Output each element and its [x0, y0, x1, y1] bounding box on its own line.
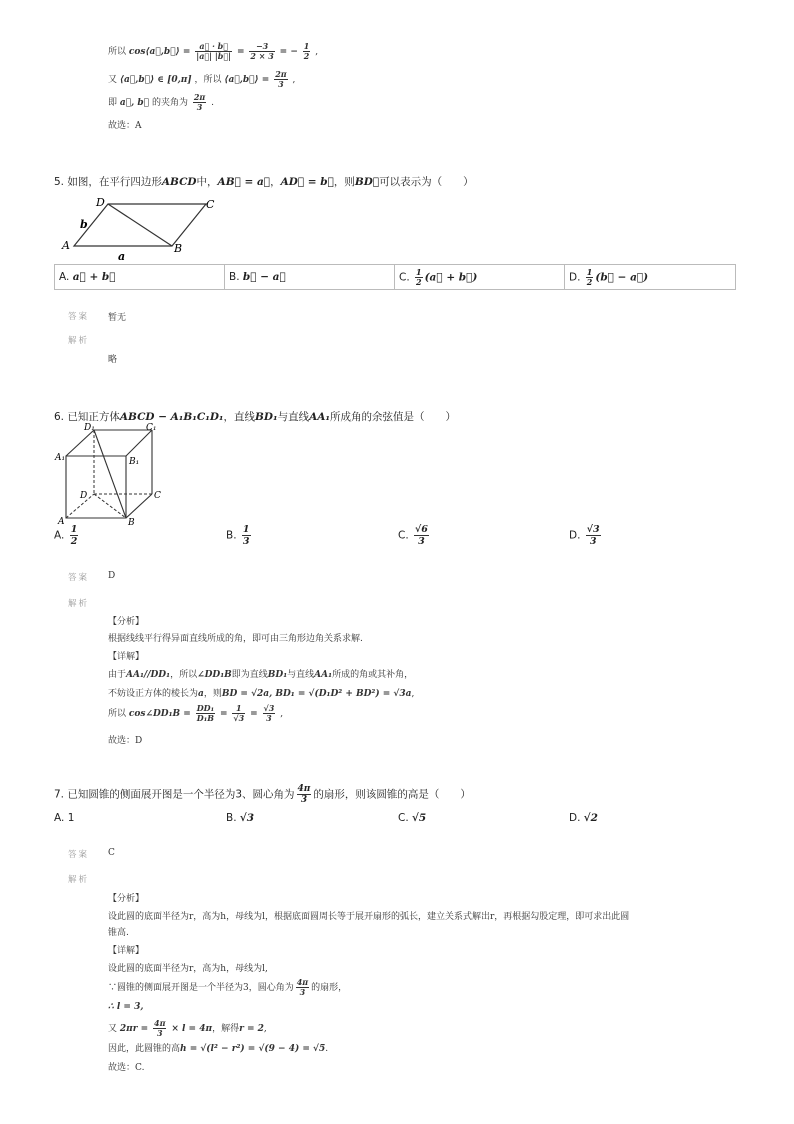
text: ，则: [203, 689, 222, 699]
math: a: [198, 689, 204, 699]
option-letter: B.: [229, 271, 240, 283]
q6-detail-line-3: [108, 704, 283, 723]
label-d1: D₁: [84, 423, 95, 433]
q7-option-d[interactable]: [569, 812, 598, 824]
math: AA₁: [309, 411, 331, 423]
option-letter: B.: [226, 529, 237, 542]
math: AD⃗ = b⃗: [280, 176, 334, 188]
diagonal-bd: [108, 204, 172, 246]
frac-den: 3: [242, 536, 250, 547]
text: 又: [108, 75, 118, 85]
math: ⟨a⃗,b⃗⟩ ∈ [0,π]: [119, 75, 192, 85]
option-value: 1: [67, 812, 75, 824]
fraction: [242, 524, 251, 547]
text: ，则: [333, 176, 355, 188]
label-c: C: [154, 491, 161, 501]
q5-option-d[interactable]: [565, 265, 736, 290]
math: BD₁: [255, 411, 278, 423]
option-letter: D.: [569, 271, 581, 283]
q7-answer-label: 答案: [68, 850, 90, 860]
text: 可以表示为（ ）: [379, 176, 474, 188]
fraction: [232, 704, 245, 723]
q5-answer-label: 答案: [68, 312, 90, 322]
fraction: [70, 524, 79, 547]
frac-num: a⃗ · b⃗: [195, 42, 232, 52]
math: BD₁: [267, 670, 288, 680]
q6-cube-figure: [54, 422, 166, 526]
q6-analysis-label: 解析: [68, 599, 90, 609]
text: ∵圆锥的侧面展开图是一个半径为3，圆心角为: [108, 983, 294, 993]
option-letter: A.: [54, 529, 65, 542]
frac-den: 3: [299, 987, 306, 997]
text: 5. 如图，在平行四边形: [54, 176, 162, 188]
text: ，: [270, 176, 281, 188]
edge: [126, 430, 152, 456]
text: ,: [315, 47, 319, 57]
math: BD⃗: [354, 176, 380, 188]
fraction: [586, 524, 601, 547]
q7-fenxi-line-1: 设此圆的底面半径为r，高为h，母线为l，根据底面圆周长等于展开扇形的弧长，建立关系式解出r，再根据勾股定理，即可求出此圆: [108, 912, 630, 922]
frac-num: √6: [415, 524, 428, 535]
math: h = √(l² − r²) = √(9 − 4) = √5: [180, 1044, 326, 1054]
frac-den: 2: [303, 51, 310, 61]
frac-den: 2: [416, 276, 422, 287]
frac-den: 3: [589, 536, 597, 547]
math: cos∠DD₁B =: [128, 709, 191, 719]
text: 所以: [108, 709, 127, 719]
frac-num: 2π: [275, 69, 287, 79]
option-math: b⃗ − a⃗: [242, 271, 286, 283]
text: .: [325, 1044, 329, 1054]
text: ，直线: [223, 411, 256, 423]
math: ∠DD₁B: [197, 670, 232, 680]
fraction: [196, 704, 215, 723]
frac-den: √3: [233, 713, 245, 723]
q6-detail-line-2: [108, 686, 414, 699]
frac-den: 3: [266, 713, 272, 723]
text: 中，: [196, 176, 218, 188]
frac-num: 1: [70, 524, 78, 535]
q7-conclusion: 故选：C.: [108, 1063, 145, 1073]
math: =: [236, 47, 245, 57]
fraction: [195, 42, 232, 61]
label-c-vertex: C: [206, 198, 215, 211]
text: 所以: [108, 47, 127, 57]
q7-analysis-label: 解析: [68, 875, 90, 885]
q5-analysis: 略: [108, 355, 118, 365]
prev-solution-line-1: [108, 42, 318, 61]
frac-den: 2: [586, 276, 593, 287]
frac-den: D₁B: [196, 713, 214, 723]
label-c1: C₁: [146, 423, 157, 433]
q5-option-b[interactable]: [225, 265, 395, 290]
label-a: A: [58, 517, 65, 526]
frac-num: √3: [263, 703, 275, 713]
math: ABCD: [161, 176, 197, 188]
q7-option-a[interactable]: [54, 812, 74, 824]
q7-detail-line-4: [108, 1019, 267, 1038]
q7-detail-line-1: 设此圆的底面半径为r，高为h，母线为l,: [108, 964, 268, 974]
prev-solution-line-3: [108, 93, 214, 112]
q7-detail-line-3: [108, 1002, 143, 1012]
q6-fenxi-text: 根据线线平行得异面直线所成的角，即可由三角形边角关系求解.: [108, 634, 363, 644]
option-letter: C.: [399, 271, 410, 283]
frac-den: 3: [278, 79, 284, 89]
option-letter: C.: [398, 529, 409, 542]
q6-conclusion: 故选：D: [108, 736, 143, 746]
text: 与直线: [277, 411, 310, 423]
text: ,: [280, 709, 284, 719]
q6-option-b[interactable]: [226, 524, 253, 547]
frac-den: 2: [70, 536, 78, 547]
fraction: [414, 524, 429, 547]
frac-num: 4π: [297, 784, 311, 794]
frac-num: 1: [586, 266, 593, 277]
q7-fenxi-heading: 【分析】: [108, 894, 145, 904]
text: .: [211, 98, 215, 108]
label-d-vertex: D: [96, 196, 105, 209]
text: 7. 已知圆锥的侧面展开图是一个半径为3、圆心角为: [54, 788, 295, 801]
frac-den: 3: [156, 1028, 163, 1038]
math: cos⟨a⃗,b⃗⟩ =: [128, 47, 191, 57]
text: ，解得: [212, 1024, 240, 1034]
math: =: [250, 709, 258, 719]
math: BD = √2a, BD₁ = √(D₁D² + BD²) = √3a: [221, 689, 412, 699]
q6-option-c[interactable]: [398, 524, 431, 547]
label-b: B: [128, 518, 135, 526]
frac-den: 3: [418, 536, 425, 547]
math: ∴ l = 3,: [108, 1002, 144, 1012]
fraction: [297, 784, 312, 805]
q6-xiangjie-heading: 【详解】: [108, 652, 145, 662]
option-math: (a⃗ + b⃗): [424, 271, 478, 283]
label-a-vector: a: [118, 250, 126, 262]
frac-den: 2 × 3: [250, 51, 274, 61]
label-b-vertex: B: [174, 242, 183, 255]
math: = −: [279, 47, 298, 57]
prev-solution-answer: 故选：A: [108, 121, 142, 131]
option-letter: B.: [226, 812, 237, 824]
text: ,: [263, 1024, 267, 1034]
option-letter: C.: [398, 812, 409, 824]
text: 与直线: [287, 670, 315, 680]
text: 所成的角或其补角，: [332, 670, 414, 680]
math: 2πr =: [119, 1024, 149, 1034]
math: a⃗, b⃗: [119, 98, 150, 108]
q6-option-a[interactable]: [54, 524, 80, 547]
option-value: √2: [583, 812, 598, 824]
text: 6. 已知正方体: [54, 411, 120, 423]
fraction: [274, 70, 287, 89]
frac-den: 3: [196, 102, 203, 112]
text: ，所以: [170, 670, 198, 680]
fraction: [415, 268, 423, 287]
q6-answer-label: 答案: [68, 573, 90, 583]
frac-num: 1: [303, 41, 310, 51]
option-value: √5: [412, 812, 427, 824]
q5-stem: [54, 174, 474, 189]
option-letter: A.: [54, 812, 65, 824]
label-a-vertex: A: [62, 239, 70, 252]
q7-fenxi-line-2: 锥高.: [108, 928, 129, 938]
q5-options-table: [54, 264, 736, 290]
edge: [126, 494, 152, 518]
frac-num: 1: [416, 266, 422, 277]
text: 又: [108, 1024, 118, 1034]
math: AA₁//DD₁: [126, 670, 171, 680]
frac-num: 4π: [154, 1018, 166, 1028]
diagonal-bd1: [94, 430, 126, 518]
text: 不妨设正方体的棱长为: [108, 689, 199, 699]
option-letter: D.: [569, 812, 581, 824]
math: =: [219, 709, 228, 719]
math: AB⃗ = a⃗: [217, 176, 271, 188]
text: ,: [411, 689, 415, 699]
q7-option-c[interactable]: [398, 812, 426, 824]
q5-option-c[interactable]: [395, 265, 565, 290]
frac-num: DD₁: [196, 703, 215, 713]
q7-xiangjie-heading: 【详解】: [108, 946, 145, 956]
q7-option-b[interactable]: [226, 812, 254, 824]
text: 所成角的余弦值是（ ）: [330, 411, 457, 423]
q7-answer: C: [108, 848, 115, 858]
frac-den: 3: [300, 795, 308, 805]
math: ⟨a⃗,b⃗⟩ =: [224, 75, 270, 85]
q7-detail-line-5: [108, 1041, 328, 1054]
q6-fenxi-heading: 【分析】: [108, 617, 145, 627]
text: 因此，此圆锥的高: [108, 1044, 181, 1054]
text: 即: [108, 98, 118, 108]
option-math: a⃗ + b⃗: [72, 271, 116, 283]
label-a1: A₁: [55, 453, 66, 463]
text: ，所以: [194, 75, 222, 85]
option-letter: D.: [569, 529, 581, 542]
frac-num: 4π: [296, 977, 309, 987]
q6-answer: D: [108, 571, 116, 581]
frac-num: √3: [586, 524, 600, 535]
label-b-vector: b: [80, 218, 88, 231]
fraction: [296, 978, 309, 997]
fraction: [153, 1019, 166, 1038]
prev-solution-line-2: [108, 70, 295, 89]
q5-parallelogram-figure: [56, 194, 226, 262]
math: ABCD − A₁B₁C₁D₁: [119, 411, 224, 423]
q7-stem: [54, 784, 471, 805]
text: ,: [292, 75, 296, 85]
fraction: [586, 268, 594, 287]
frac-num: 1: [232, 704, 245, 714]
fraction: [249, 42, 274, 61]
text: 即为直线: [231, 670, 268, 680]
frac-num: 2π: [193, 92, 206, 102]
q7-detail-line-2: [108, 978, 347, 997]
q5-analysis-label: 解析: [68, 336, 90, 346]
q5-answer: 暂无: [108, 313, 127, 323]
option-math: (b⃗ − a⃗): [595, 271, 649, 283]
frac-num: −3: [249, 42, 274, 52]
math: × l = 4π: [171, 1024, 213, 1034]
fraction: [263, 704, 276, 723]
option-value: √3: [239, 812, 255, 824]
text: 的扇形，: [311, 983, 348, 993]
q6-option-d[interactable]: [569, 524, 603, 547]
fraction: [303, 42, 311, 61]
q5-option-a[interactable]: [55, 265, 225, 290]
q6-detail-line-1: [108, 667, 413, 680]
label-b1: B₁: [129, 457, 140, 467]
math: r = 2: [239, 1024, 264, 1034]
front-face: [66, 456, 126, 518]
fraction: [193, 93, 206, 112]
label-d: D: [80, 491, 88, 501]
text: 的夹角为: [151, 98, 188, 108]
option-letter: A.: [59, 271, 70, 283]
frac-num: 1: [242, 524, 250, 535]
text: 由于: [108, 670, 127, 680]
frac-den: |a⃗| |b⃗|: [196, 51, 232, 61]
math: AA₁: [314, 670, 333, 680]
edge: [66, 430, 94, 456]
text: 的扇形，则该圆锥的高是（ ）: [313, 788, 471, 801]
